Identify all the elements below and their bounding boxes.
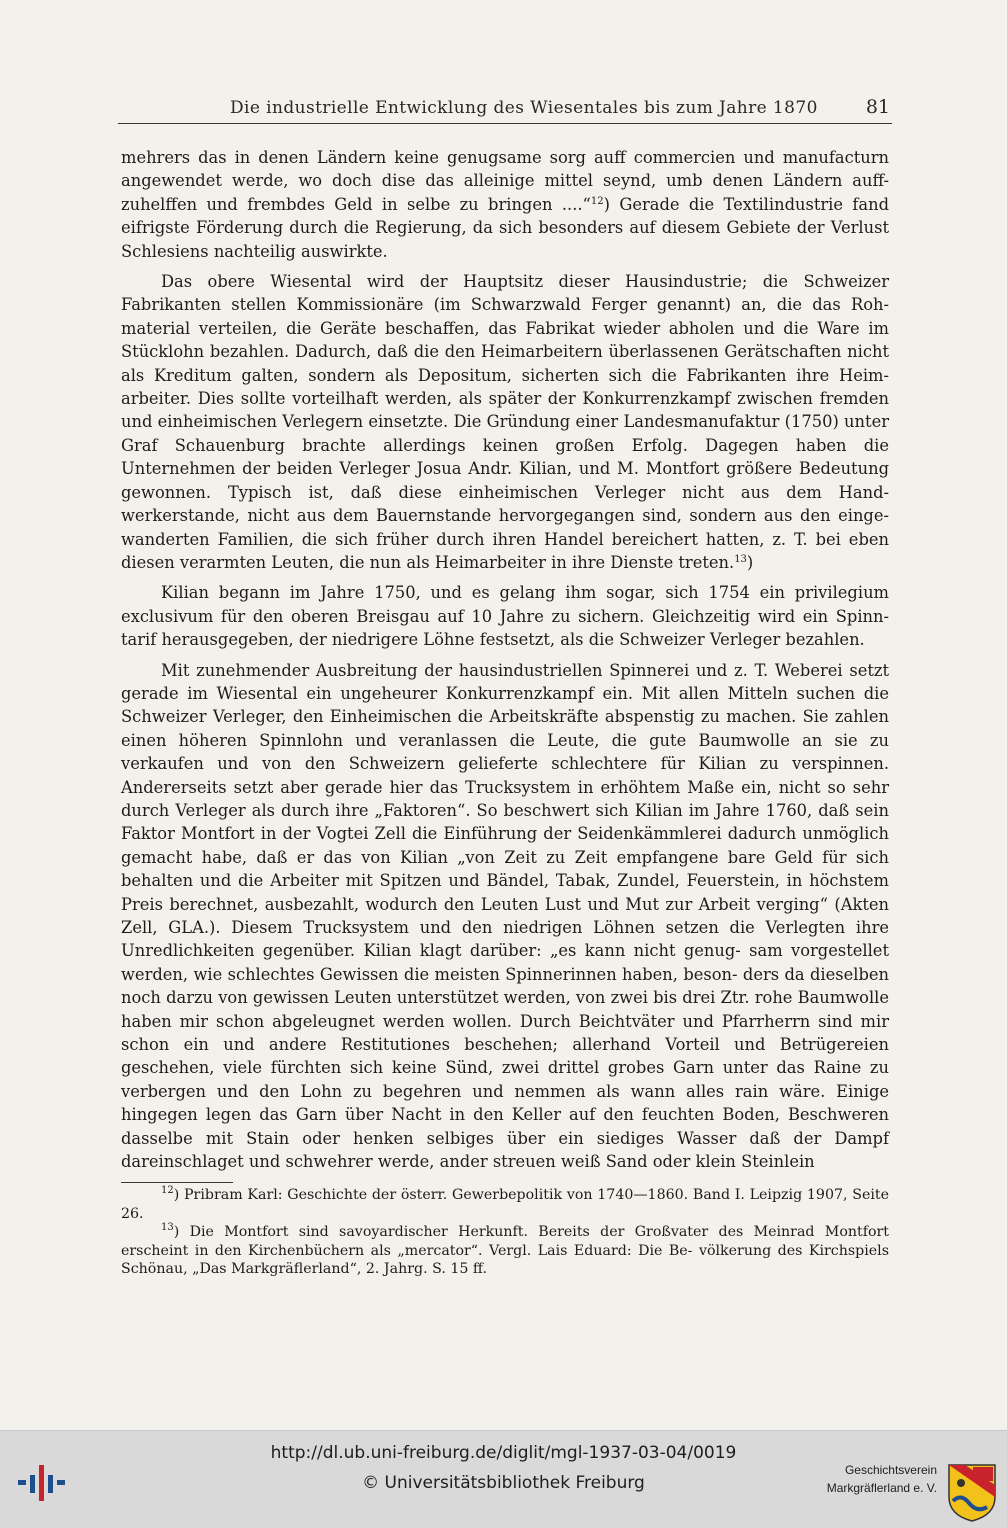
footnote-text: ) Pribram Karl: Geschichte der österr. Gewerbepolitik von 1740—1860. Band I. Leipzig 1907, Seite 26. [121,1187,889,1222]
paragraph-3: Kilian begann im Jahre 1750, und es gelang ihm sogar, sich 1754 ein privilegium exclusivum für den oberen Breisgau auf 10 Jahre zu sichern. Gleichzeitig wird ein Spinn- tarif herausgegeben, der niedrigere Löhne festsetzt, als die Schweizer Verleger bezahlen. [121,583,889,650]
paragraph-1-text: mehrers das in denen Ländern keine genugsame sorg auff commercien und manufacturn angewendet werde, wo doch dise das alleinige mittel seynd, umb denen Ländern auff- zuhelffen und frembdes Geld in selbe zu bringen ....“ [121,148,889,214]
paragraph-2-text: Das obere Wiesental wird der Hauptsitz dieser Hausindustrie; die Schweizer Fabrikanten stellen Kommissionäre (im Schwarzwald Ferger genannt) an, die das Roh- material verteilen, die Geräte beschaffen, das Fabrikat wieder abholen und die Ware im Stücklohn bezahlen. Dadurch, daß die den Heimarbeitern überlassenen Gerätschaften nicht als Kreditum galten, sondern als Depositum, sicherten sich die Fabrikanten ihre Heim- arbeiter. Dies sollte vorteilhaft werden, als später der Konkurrenzkampf zwischen fremden und einheimischen Verlegern einsetzte. Die Gründung einer Landesmanufaktur (1750) unter Graf Schauenburg brachte allerdings keinen großen Erfolg. Dagegen haben die Unternehmen der beiden Verleger Josua Andr. Kilian, und M. Montfort größere Bedeutung gewonnen. Typisch ist, daß diese einheimischen Verleger nicht aus dem Hand- werkerstande, nicht aus dem Bauernstande hervorgegangen sind, sondern aus den einge- wanderten Familien, die sich früher durch ihren Handel bereichert hatten, z. T. bei eben diesen verarmten Leuten, die nun als Heimarbeiter in ihre Dienste treten. [121,272,889,572]
paragraph-1 [121,146,889,263]
running-header [118,96,892,126]
footnotes [121,1186,889,1279]
footnote-12 [121,1186,889,1223]
permalink-url[interactable]: http://dl.ub.uni-freiburg.de/diglit/mgl-1937-03-04/0019 [270,1443,737,1463]
header-rule [118,123,892,124]
page-number: 81 [865,96,890,118]
paragraph-1-text-cont: ) Gerade die Textilindustrie fand eifrigste Förderung durch die Regierung, da sich besonders auf diesem Gebiete der Verlust Schlesiens nachteilig auswirkte. [121,194,890,261]
paragraph-4: Mit zunehmender Ausbreitung der hausindustriellen Spinnerei und z. T. Weberei setzt gerade im Wiesental ein ungeheurer Konkurrenzkampf ein. Mit allen Mitteln suchen die Schweizer Verleger, den Einheimischen die Arbeitskräfte abspenstig zu machen. Sie zahlen einen höheren Spinnlohn und veranlassen die Leute, die gute Baumwolle an sie zu verkaufen und von den Schweizern gelieferte schlechtere für Kilian zu verspinnen. Andererseits setzt aber gerade hier das Trucksystem in erhöhtem Maße ein, nicht so sehr durch Verleger als durch ihre „Faktoren“. So beschwert sich Kilian im Jahre 1760, daß sein Faktor Montfort in der Vogtei Zell die Einführung der Seidenkämmlerei dadurch unmöglich gemacht habe, daß er das von Kilian „von Zeit zu Zeit empfangene bare Geld für sich behalten und die Arbeiter mit Spitzen und Bändel, Tabak, Zundel, Feuerstein, in höchstem Preis berechnet, ausbezahlt, wodurch den Leuten Lust und Mut zur Arbeit verging“ (Akten Zell, GLA.). Diesem Trucksystem und den niedrigen Löhnen setzen die Verlegten ihre Unredlichkeiten gegenüber. Kilian klagt darüber: „es kann nicht genug- sam vorgestellet werden, wie schlechtes Gewissen die meisten Spinnerinnen haben, beson- ders da dieselben noch darzu von gewissen Leuten unterstützet werden, von zwei bis drei Ztr. rohe Baumwolle haben mir schon abgeleugnet werden wollen. Durch Beichtväter und Pfarrherrn sind mir schon ein und andere Restitutiones beschehen; allerhand Vorteil und Betrügereien geschehen, viele fürchten sich keine Sünd, zwei drittel grobes Garn unter das Raine zu verbergen und den Lohn zu begehren und nemmen als wann alles rain wäre. Einige hingegen legen das Garn über Nacht in den Keller auf den feuchten Boden, Beschweren dasselbe mit Stain oder henken selbiges über ein siediges Wasser daß der Dampf dareinschlaget und schwehrer werde, ander streuen weiß Sand oder klein Steinlein [121,660,889,1172]
footnote-13 [121,1223,889,1279]
footnote-marker: 12 [161,1185,174,1196]
running-title: Die industrielle Entwicklung des Wiesentales bis zum Jahre 1870 [230,98,818,118]
paragraph-2-text-cont: ) [746,552,754,572]
footnote-rule [121,1182,233,1183]
footnote-marker: 13 [161,1222,174,1234]
footnote-text: ) Die Montfort sind savoyardischer Herkunft. Bereits der Großvater des Meinrad Montfort erscheint in den Kirchenbüchern als „mercator“. Vergl. Lais Eduard: Die Be- völkerung des Kirchspiels Schönau, „Das Markgräflerland“, 2. Jahrg. S. 15 ff. [121,1224,889,1278]
copyright-notice: © Universitätsbibliothek Freiburg [362,1473,645,1493]
body-text [121,146,889,1173]
paragraph-2 [121,270,889,574]
society-name [827,1461,937,1497]
footnote-ref-13[interactable]: 13 [734,553,747,565]
coat-of-arms-icon [947,1463,997,1523]
society-line-2: Markgräflerland e. V. [826,1481,937,1495]
society-line-1: Geschichtsverein [844,1463,937,1477]
footnote-ref-12[interactable]: 12 [590,195,604,207]
viewer-footer [0,1430,1007,1528]
